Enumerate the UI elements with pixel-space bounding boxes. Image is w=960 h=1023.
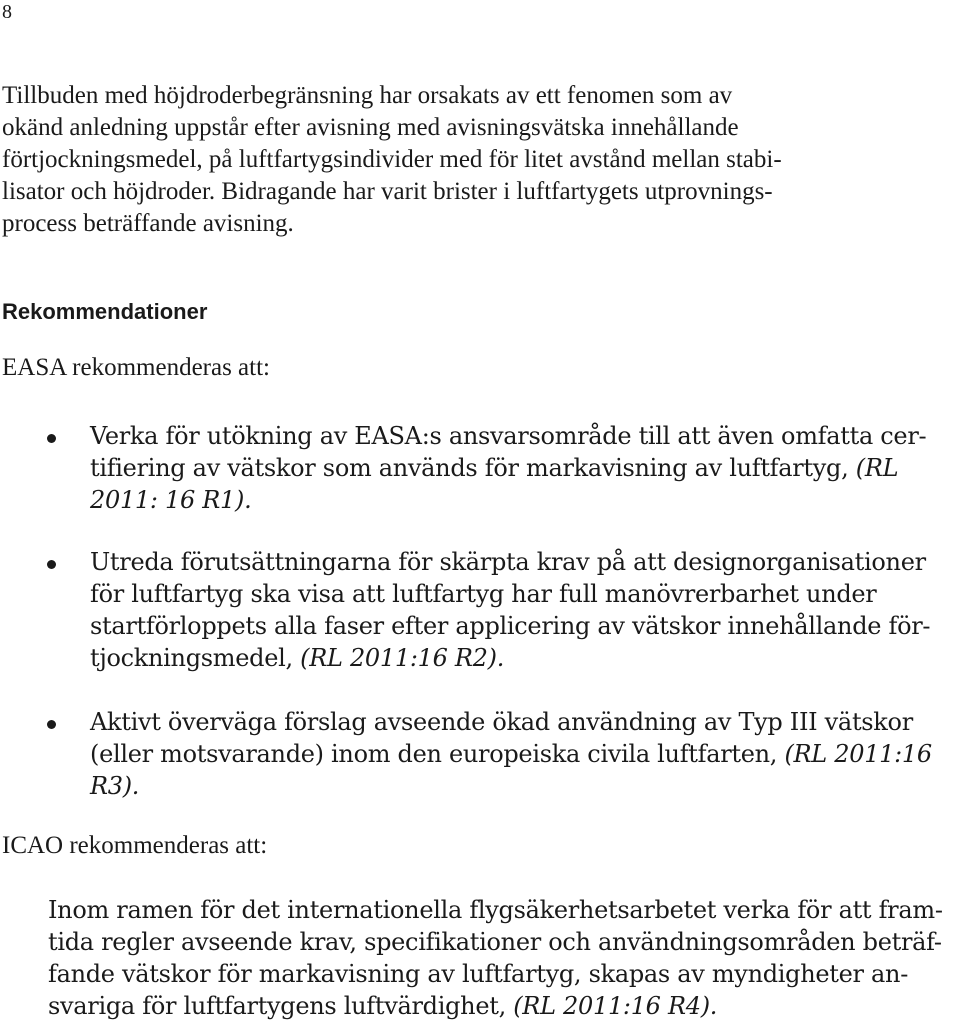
recommendation-line: Aktivt överväga förslag avseende ökad användning av Typ III vätskor <box>90 708 913 736</box>
icao-recommendation <box>48 894 960 1022</box>
bullet-icon <box>47 434 56 443</box>
recommendation-line: startförloppets alla faser efter applicering av vätskor innehållande för- <box>90 612 931 640</box>
recommendation-ref: (RL 2011:16 <box>784 740 932 768</box>
recommendation-line-text: tifiering av vätskor som används för markavisning av luftfartyg, <box>90 454 856 482</box>
recommendation-text <box>90 706 932 802</box>
recommendation-line <box>48 990 960 1022</box>
recommendation-ref: R3). <box>90 772 140 800</box>
recommendation-line: för luftfartyg ska visa att luftfartyg har full manövrerbarhet under <box>90 580 877 608</box>
section-heading: Rekommendationer <box>2 299 208 324</box>
recommendation-line: Inom ramen för det internationella flygsäkerhetsarbetet verka för att fram- <box>48 896 943 924</box>
easa-recommendation-1 <box>0 420 960 520</box>
recommendation-line: Utreda förutsättningarna för skärpta krav på att designorganisationer <box>90 548 926 576</box>
bullet-icon <box>47 560 56 569</box>
recommendation-text <box>90 546 930 674</box>
intro-line: förtjockningsmedel, på luftfartygsindivider med för litet avstånd mellan stabi- <box>2 146 782 173</box>
recommendation-ref: (RL 2011:16 R4). <box>513 992 718 1020</box>
recommendation-line <box>90 452 926 484</box>
easa-recommendation-3 <box>0 706 960 806</box>
recommendation-line <box>90 642 930 674</box>
recommendation-line-text: (eller motsvarande) inom den europeiska civila luftfarten, <box>90 740 785 768</box>
page-number: 8 <box>2 1 12 23</box>
icao-intro-text: ICAO rekommenderas att: <box>2 832 268 859</box>
recommendation-ref: 2011: 16 R1). <box>90 486 252 514</box>
intro-line: lisator och höjdroder. Bidragande har varit brister i luftfartygets utprovnings- <box>2 178 773 205</box>
recommendation-text <box>90 420 926 516</box>
easa-intro-text: EASA rekommenderas att: <box>2 354 270 381</box>
icao-intro <box>2 830 960 862</box>
intro-paragraph <box>2 80 960 240</box>
recommendation-line: tida regler avseende krav, specifikationer och användningsområden beträf- <box>48 928 942 956</box>
recommendation-line-text: svariga för luftfartygens luftvärdighet, <box>48 992 514 1020</box>
recommendation-line: fande vätskor för markavisning av luftfartyg, skapas av myndigheter an- <box>48 960 909 988</box>
easa-recommendation-2 <box>0 546 960 676</box>
recommendation-line: Verka för utökning av EASA:s ansvarsområde till att även omfatta cer- <box>90 422 927 450</box>
intro-line: Tillbuden med höjdroderbegränsning har orsakats av ett fenomen som av <box>2 82 733 109</box>
easa-intro <box>2 352 960 384</box>
recommendation-ref: (RL 2011:16 R2). <box>300 644 505 672</box>
recommendation-line-text: tjockningsmedel, <box>90 644 301 672</box>
intro-line: process beträffande avisning. <box>2 210 294 237</box>
recommendation-ref: (RL <box>855 454 899 482</box>
bullet-icon <box>47 720 56 729</box>
recommendation-line <box>90 738 932 770</box>
intro-line: okänd anledning uppstår efter avisning med avisningsvätska innehållande <box>2 114 739 141</box>
